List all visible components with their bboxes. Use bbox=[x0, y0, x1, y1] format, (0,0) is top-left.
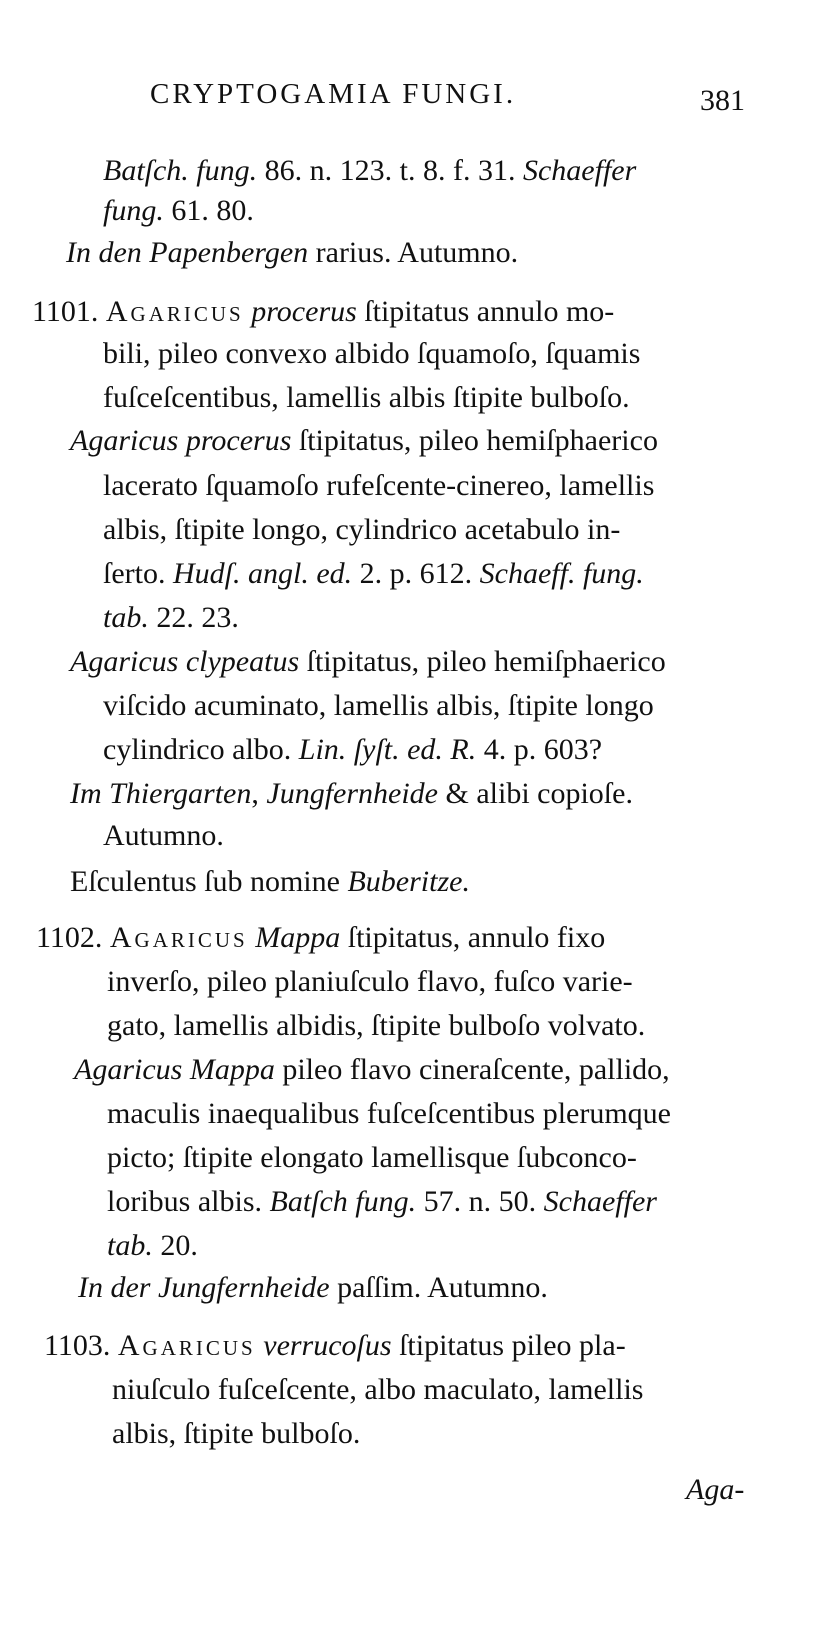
text-span: fuſceſcentibus, lamellis albis ſtipite bulboſo. bbox=[103, 381, 630, 414]
text-span: 4. p. 603? bbox=[476, 733, 603, 766]
text-span: gato, lamellis albidis, ſtipite bulboſo volvato. bbox=[107, 1009, 646, 1042]
text-span: ſtipitatus, annulo fixo bbox=[340, 921, 606, 954]
text-span: 22. 23. bbox=[148, 601, 239, 634]
text-line-3 bbox=[66, 233, 518, 273]
text-span: 86. n. 123. t. 8. f. 31. bbox=[257, 154, 523, 187]
entry-1103-heading bbox=[44, 1326, 626, 1366]
text-span: albis, ſtipite longo, cylindrico acetabulo in- bbox=[103, 513, 621, 546]
text-span: & alibi copioſe. bbox=[438, 777, 633, 810]
entry-1102-heading bbox=[36, 918, 605, 958]
text-span: Batſch. fung. bbox=[103, 154, 258, 187]
text-span: ſtipitatus, pileo hemiſphaerico bbox=[291, 424, 658, 457]
text-span: 2. p. 612. bbox=[352, 557, 480, 590]
catchword bbox=[686, 1470, 744, 1510]
text-line-26 bbox=[78, 1268, 548, 1308]
text-span: maculis inaequalibus fuſceſcentibus plerumque bbox=[107, 1097, 671, 1130]
text-line-15 bbox=[70, 774, 633, 814]
text-span: 20. bbox=[152, 1229, 198, 1262]
text-span: Im Thiergarten bbox=[70, 777, 252, 810]
text-span: Eſculentus ſub nomine bbox=[70, 865, 348, 898]
text-span: Buberitze. bbox=[347, 865, 470, 898]
text-span: 57. n. 50. bbox=[416, 1185, 544, 1218]
running-header: CRYPTOGAMIA FUNGI. bbox=[150, 78, 517, 110]
text-span: Aga- bbox=[686, 1473, 745, 1506]
text-span: 1103. bbox=[44, 1329, 118, 1362]
text-span: inverſo, pileo planiuſculo flavo, fuſco varie- bbox=[107, 965, 633, 998]
text-span: Schaeffer bbox=[543, 1185, 657, 1218]
text-line-10 bbox=[103, 554, 644, 594]
text-span: tab. bbox=[107, 1229, 153, 1262]
text-line-28 bbox=[112, 1370, 643, 1410]
text-line-2 bbox=[103, 191, 254, 231]
text-line-8 bbox=[103, 466, 654, 506]
text-line-24 bbox=[107, 1182, 657, 1222]
text-line-9 bbox=[103, 510, 620, 550]
text-span: cylindrico albo. bbox=[103, 733, 299, 766]
text-span: Batſch fung. bbox=[269, 1185, 417, 1218]
text-span: viſcido acuminato, lamellis albis, ſtipite longo bbox=[103, 689, 654, 722]
text-span: ſerto. bbox=[103, 557, 173, 590]
text-line-5 bbox=[103, 334, 640, 374]
entry-1101-heading bbox=[32, 292, 614, 332]
text-span: ſtipitatus, pileo hemiſphaerico bbox=[299, 645, 666, 678]
text-line-11 bbox=[103, 598, 239, 638]
text-span: picto; ſtipite elongato lamellisque ſubconco- bbox=[107, 1141, 637, 1174]
text-span: Agaricus bbox=[117, 1329, 256, 1362]
text-span: fung. bbox=[103, 194, 164, 227]
text-span: paſſim. Autumno. bbox=[329, 1271, 548, 1304]
text-line-14 bbox=[103, 730, 602, 770]
text-line-16 bbox=[103, 816, 224, 856]
text-span: Agaricus Mappa bbox=[74, 1053, 275, 1086]
text-line-29 bbox=[112, 1414, 360, 1454]
text-span: Agaricus bbox=[105, 295, 244, 328]
text-span: bili, pileo convexo albido ſquamoſo, ſquamis bbox=[103, 337, 641, 370]
text-span: albis, ſtipite bulboſo. bbox=[112, 1417, 361, 1450]
text-span: Agaricus procerus bbox=[70, 424, 292, 457]
text-line-6 bbox=[103, 378, 630, 418]
text-line-13 bbox=[103, 686, 654, 726]
page-number: 381 bbox=[700, 84, 745, 117]
text-span: ſtipitatus annulo mo- bbox=[356, 295, 615, 328]
text-span: Schaeff. fung. bbox=[479, 557, 644, 590]
text-span: lacerato ſquamoſo rufeſcente-cinereo, lamellis bbox=[103, 469, 655, 502]
text-line-17 bbox=[70, 862, 470, 902]
text-span: Jungfernheide bbox=[266, 777, 438, 810]
text-span: 1101. bbox=[32, 295, 106, 328]
text-span: tab. bbox=[103, 601, 149, 634]
text-span: Agaricus clypeatus bbox=[70, 645, 300, 678]
text-span: ſtipitatus pileo pla- bbox=[391, 1329, 626, 1362]
text-line-20 bbox=[107, 1006, 645, 1046]
text-line-25 bbox=[107, 1226, 198, 1266]
text-span: Hudſ. angl. ed. bbox=[172, 557, 353, 590]
text-line-22 bbox=[107, 1094, 671, 1134]
text-span: 61. 80. bbox=[163, 194, 254, 227]
text-span: In der Jungfernheide bbox=[78, 1271, 330, 1304]
text-span: procerus bbox=[251, 295, 357, 328]
text-span: In den Papenbergen bbox=[66, 236, 309, 269]
text-span: loribus albis. bbox=[107, 1185, 270, 1218]
text-span: Agaricus bbox=[109, 921, 248, 954]
text-line-21 bbox=[74, 1050, 670, 1090]
text-span: niuſculo fuſceſcente, albo maculato, lamellis bbox=[112, 1373, 644, 1406]
text-line-1 bbox=[103, 151, 636, 191]
text-line-19 bbox=[107, 962, 633, 1002]
text-span: Autumno. bbox=[103, 819, 224, 852]
text-span: Mappa bbox=[255, 921, 341, 954]
text-span: Lin. ſyſt. ed. R. bbox=[298, 733, 477, 766]
text-span: rarius. Autumno. bbox=[308, 236, 519, 269]
text-span: verrucoſus bbox=[263, 1329, 392, 1362]
text-span: Schaeffer bbox=[522, 154, 637, 187]
text-span: pileo flavo cineraſcente, pallido, bbox=[274, 1053, 670, 1086]
text-line-23 bbox=[107, 1138, 637, 1178]
text-line-12 bbox=[70, 642, 666, 682]
text-line-7 bbox=[70, 421, 658, 461]
text-span: , bbox=[251, 777, 267, 810]
text-span: 1102. bbox=[36, 921, 110, 954]
